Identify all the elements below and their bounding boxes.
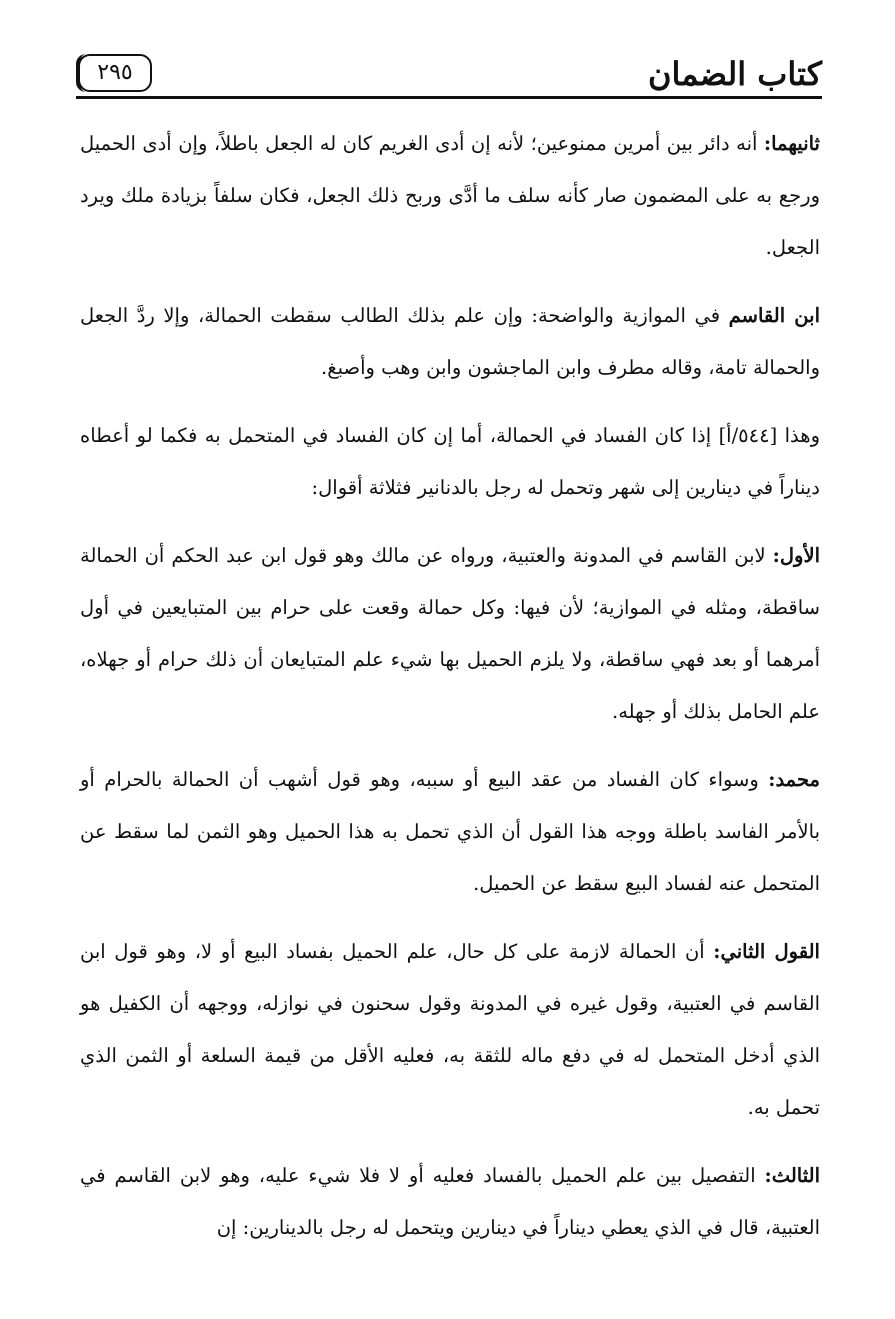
paragraph-text: وهذا [٥٤٤/أ] إذا كان الفساد في الحمالة، أما إن كان الفساد في المتحمل به فكما لو أعطاه ديناراً في دينارين إلى شهر وتحمل له رجل بالدنانير فثلاثة أقوال: <box>80 424 820 499</box>
paragraph <box>80 410 820 514</box>
paragraph <box>80 926 820 1134</box>
paragraph-text: لابن القاسم في المدونة والعتبية، ورواه عن مالك وهو قول ابن عبد الحكم أن الحمالة ساقطة، ومثله في الموازية؛ لأن فيها: وكل حمالة وقعت على حرام بين المتبايعين في أول أمرهما أو بعد فهي ساقطة، ولا يلزم الحميل بها شيء علم المتبايعان أن ذلك حرام أو جهلاه، علم الحامل بذلك أو جهله. <box>80 544 820 723</box>
paragraph-text: أنه دائر بين أمرين ممنوعين؛ لأنه إن أدى الغريم كان له الجعل باطلاً، وإن أدى الحميل ورجع به على المضمون صار كأنه سلف ما أدَّى وربح ذلك الجعل، فكان سلفاً بزيادة ملك ويرد الجعل. <box>80 132 820 259</box>
paragraph <box>80 290 820 394</box>
paragraph <box>80 754 820 910</box>
book-title: كتاب الضمان <box>647 55 822 93</box>
paragraph-text: أن الحمالة لازمة على كل حال، علم الحميل بفساد البيع أو لا، وهو قول ابن القاسم في العتبية، وقول غيره في المدونة وقول سحنون في نوازله، ووجهه أن الكفيل هو الذي أدخل المتحمل له في دفع ماله للثقة به، فعليه الأقل من قيمة السلعة أو الثمن الذي تحمل به. <box>80 940 820 1119</box>
page-header <box>76 50 822 100</box>
paragraph-lead: الثالث: <box>764 1164 820 1187</box>
paragraph-lead: ابن القاسم <box>728 304 820 327</box>
paragraph <box>80 530 820 738</box>
header-rule <box>76 96 822 99</box>
page-number: ٢٩٥ <box>78 54 152 92</box>
paragraph-text: في الموازية والواضحة: وإن علم بذلك الطالب سقطت الحمالة، وإلا ردَّ الجعل والحمالة تامة، وقاله مطرف وابن الماجشون وابن وهب وأصبغ. <box>80 304 820 379</box>
paragraph <box>80 118 820 274</box>
page-body <box>80 118 820 1270</box>
paragraph-lead: القول الثاني: <box>713 940 820 963</box>
paragraph-lead: ثانيهما: <box>763 132 820 155</box>
paragraph-lead: الأول: <box>772 544 820 567</box>
paragraph-text: وسواء كان الفساد من عقد البيع أو سببه، وهو قول أشهب أن الحمالة بالحرام أو بالأمر الفاسد باطلة ووجه هذا القول أن الذي تحمل به هذا الحميل وهو الثمن لما سقط عن المتحمل عنه لفساد البيع سقط عن الحميل. <box>80 768 820 895</box>
paragraph-lead: محمد: <box>768 768 820 791</box>
paragraph <box>80 1150 820 1254</box>
paragraph-text: التفصيل بين علم الحميل بالفساد فعليه أو لا فلا شيء عليه، وهو لابن القاسم في العتبية، قال في الذي يعطي ديناراً في دينارين ويتحمل له رجل بالدينارين: إن <box>80 1164 820 1239</box>
